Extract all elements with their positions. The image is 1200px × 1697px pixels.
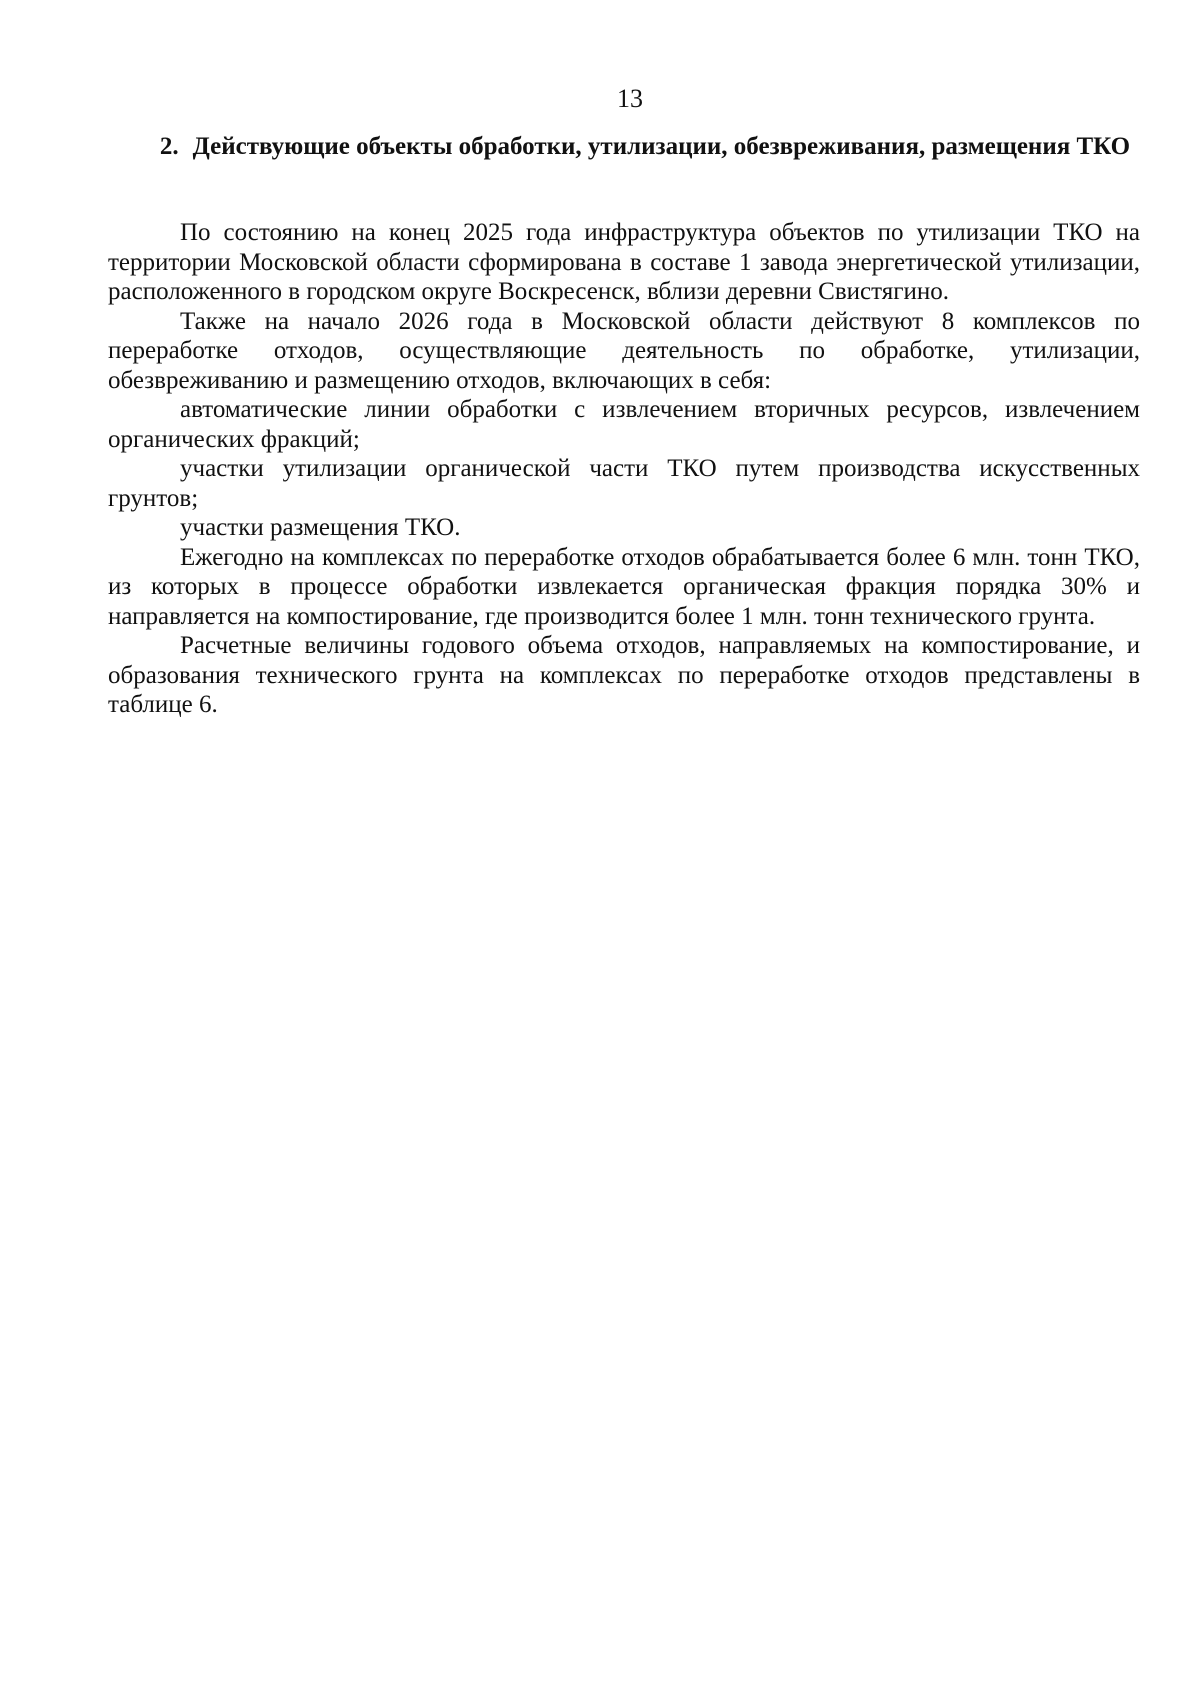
list-item-organic-utilization: участки утилизации органической части ТКО путем производства искусственных грунтов;	[108, 455, 1140, 512]
section-number: 2.	[159, 133, 179, 160]
list-item-placement-sites: участки размещения ТКО.	[180, 514, 461, 541]
list-item-automatic-lines: автоматические линии обработки с извлечением вторичных ресурсов, извлечением органических фракций;	[108, 396, 1140, 453]
document-body	[108, 218, 1140, 720]
paragraph-infrastructure: По состоянию на конец 2025 года инфраструктура объектов по утилизации ТКО на территории Московской области сформирована в составе 1 завода энергетической утилизации, расположенного в городском округе Воскресенск, вблизи деревни Свистягино.	[108, 219, 1140, 305]
page-number: 13	[617, 84, 643, 113]
section-heading	[150, 130, 1140, 163]
paragraph-complexes: Также на начало 2026 года в Московской области действуют 8 комплексов по переработке отходов, осуществляющие деятельность по обработке, утилизации, обезвреживанию и размещению отходов, включающих в себя:	[108, 307, 1140, 394]
paragraph-table-reference: Расчетные величины годового объема отходов, направляемых на компостирование, и образования технического грунта на комплексах по переработке отходов представлены в таблице 6.	[108, 632, 1140, 718]
section-title: Действующие объекты обработки, утилизации, обезвреживания, размещения ТКО	[192, 133, 1131, 160]
paragraph-annual-processing: Ежегодно на комплексах по переработке отходов обрабатывается более 6 млн. тонн ТКО, из которых в процессе обработки извлекается органическая фракция порядка 30% и направляется на компостирование, где производится более 1 млн. тонн технического грунта.	[108, 543, 1140, 630]
